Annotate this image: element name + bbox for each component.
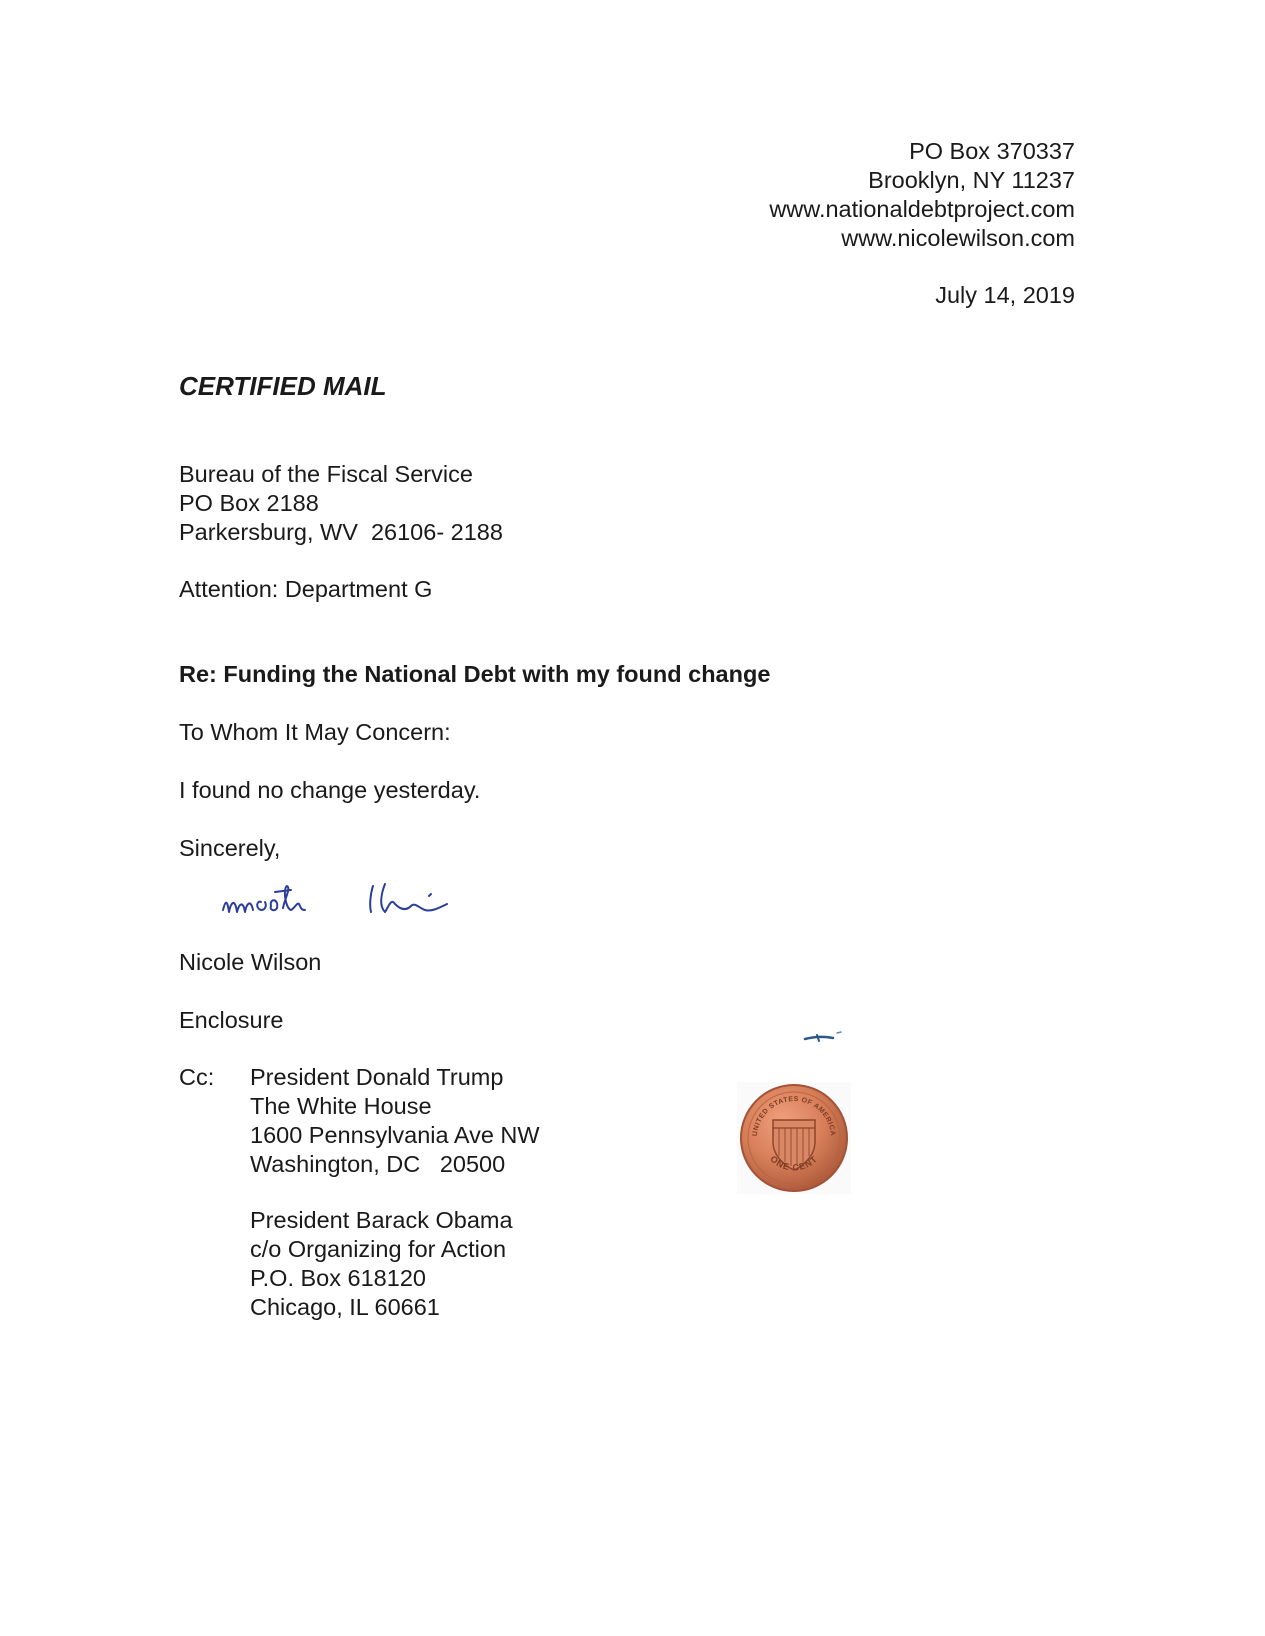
closing bbox=[179, 834, 280, 863]
signer-name-text: Nicole Wilson bbox=[179, 949, 322, 975]
letter-body bbox=[179, 776, 480, 805]
salutation bbox=[179, 718, 451, 747]
penny-coin-icon bbox=[737, 1082, 851, 1194]
salutation-text: To Whom It May Concern: bbox=[179, 719, 451, 745]
sender-website-1[interactable]: www.nationaldebtproject.com bbox=[769, 196, 1075, 222]
recipient-address-line1: PO Box 2188 bbox=[179, 490, 319, 516]
cc-recipient-line1: President Donald Trump bbox=[250, 1064, 504, 1090]
handwritten-signature bbox=[215, 868, 485, 938]
coin-text-top: UNITED STATES OF AMERICA bbox=[751, 1095, 837, 1137]
cc-recipient-line4: Washington, DC 20500 bbox=[250, 1151, 506, 1177]
cc-recipient-line3: P.O. Box 618120 bbox=[250, 1265, 426, 1291]
cc-recipient-line1: President Barack Obama bbox=[250, 1207, 513, 1233]
letter-body-text: I found no change yesterday. bbox=[179, 777, 481, 803]
certified-mail-heading: CERTIFIED MAIL bbox=[179, 371, 387, 401]
enclosure-note bbox=[179, 1006, 284, 1035]
attention-line bbox=[179, 575, 432, 604]
ink-smudge-icon bbox=[803, 1030, 843, 1044]
cc-recipient-line2: c/o Organizing for Action bbox=[250, 1236, 507, 1262]
coin-text-bottom: ONE CENT bbox=[768, 1153, 820, 1173]
sender-address-line2: Brooklyn, NY 11237 bbox=[868, 167, 1075, 193]
cc-recipient-line3: 1600 Pennsylvania Ave NW bbox=[250, 1122, 540, 1148]
signer-name bbox=[179, 948, 321, 977]
cc-label-text: Cc: bbox=[179, 1064, 215, 1090]
recipient-address-line2: Parkersburg, WV 26106- 2188 bbox=[179, 519, 503, 545]
cc-recipient bbox=[250, 1206, 513, 1322]
cc-recipient-line4: Chicago, IL 60661 bbox=[250, 1294, 440, 1320]
cc-recipient-line2: The White House bbox=[250, 1093, 432, 1119]
subject-text: Re: Funding the National Debt with my found change bbox=[179, 661, 771, 687]
sender-address-line1: PO Box 370337 bbox=[909, 138, 1075, 164]
sender-address bbox=[769, 137, 1075, 253]
letter-date-text: July 14, 2019 bbox=[935, 282, 1075, 308]
recipient-name: Bureau of the Fiscal Service bbox=[179, 461, 473, 487]
cc-label bbox=[179, 1063, 214, 1092]
letter-date bbox=[935, 281, 1075, 310]
sender-website-2[interactable]: www.nicolewilson.com bbox=[841, 225, 1075, 251]
closing-text: Sincerely, bbox=[179, 835, 281, 861]
enclosure-note-text: Enclosure bbox=[179, 1007, 284, 1033]
recipient-address bbox=[179, 460, 503, 547]
cc-recipient bbox=[250, 1063, 540, 1179]
attention-text: Attention: Department G bbox=[179, 576, 433, 602]
subject-line bbox=[179, 660, 770, 689]
